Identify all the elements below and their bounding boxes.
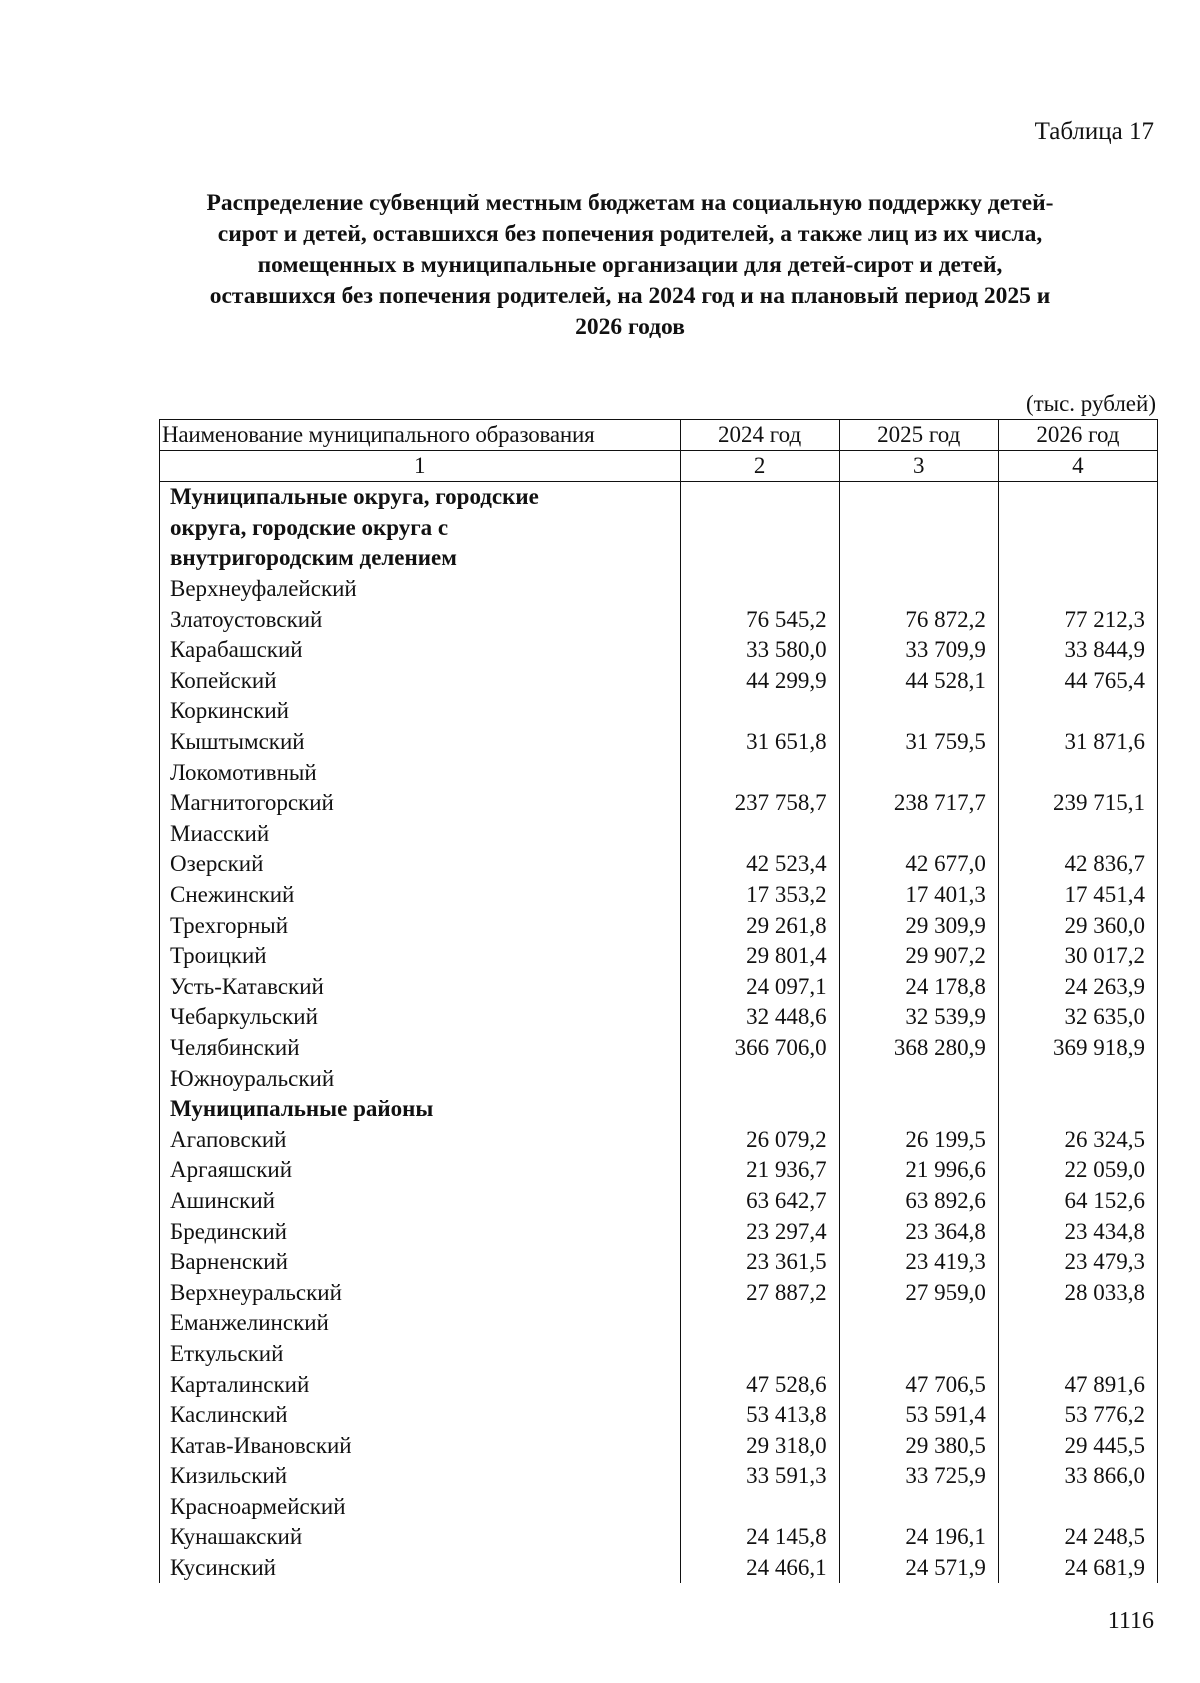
value-2025 <box>839 513 998 544</box>
value-2024: 27 887,2 <box>680 1277 839 1308</box>
column-number: 1 <box>160 451 681 482</box>
value-2025 <box>839 819 998 850</box>
value-2026: 23 479,3 <box>998 1247 1157 1278</box>
municipality-name: Снежинский <box>160 880 681 911</box>
value-2026: 28 033,8 <box>998 1277 1157 1308</box>
value-2026: 29 445,5 <box>998 1430 1157 1461</box>
table-body <box>160 482 1158 1584</box>
header-2026: 2026 год <box>998 420 1157 451</box>
table-row <box>160 788 1158 819</box>
value-2025: 31 759,5 <box>839 727 998 758</box>
value-2026 <box>998 1339 1157 1370</box>
value-2025: 76 872,2 <box>839 604 998 635</box>
value-2026: 32 635,0 <box>998 1002 1157 1033</box>
subventions-table <box>159 419 1158 1583</box>
municipality-name: Кыштымский <box>160 727 681 758</box>
table-row <box>160 849 1158 880</box>
section-heading: Муниципальные округа, городские <box>160 482 681 513</box>
table-label: Таблица 17 <box>1034 118 1154 145</box>
table-row <box>160 819 1158 850</box>
table-row <box>160 1553 1158 1584</box>
table-row <box>160 1522 1158 1553</box>
municipality-name: Трехгорный <box>160 910 681 941</box>
value-2024: 33 580,0 <box>680 635 839 666</box>
value-2024: 24 145,8 <box>680 1522 839 1553</box>
value-2025: 24 571,9 <box>839 1553 998 1584</box>
municipality-name: Кусинский <box>160 1553 681 1584</box>
municipality-name: Каслинский <box>160 1400 681 1431</box>
value-2024 <box>680 819 839 850</box>
table-row <box>160 1461 1158 1492</box>
title-line: 2026 годов <box>575 314 685 340</box>
municipality-name: Катав-Ивановский <box>160 1430 681 1461</box>
value-2025 <box>839 757 998 788</box>
section-row <box>160 482 1158 513</box>
value-2024 <box>680 1308 839 1339</box>
table-row <box>160 1124 1158 1155</box>
table-row <box>160 1308 1158 1339</box>
value-2025: 44 528,1 <box>839 666 998 697</box>
table-row <box>160 1155 1158 1186</box>
table-row <box>160 1216 1158 1247</box>
document-title <box>140 188 1120 343</box>
value-2024: 76 545,2 <box>680 604 839 635</box>
value-2026: 33 844,9 <box>998 635 1157 666</box>
value-2024 <box>680 543 839 574</box>
value-2026 <box>998 1063 1157 1094</box>
value-2024: 44 299,9 <box>680 666 839 697</box>
municipality-name: Коркинский <box>160 696 681 727</box>
column-number: 4 <box>998 451 1157 482</box>
header-2024: 2024 год <box>680 420 839 451</box>
value-2024 <box>680 1094 839 1125</box>
value-2024 <box>680 1492 839 1523</box>
municipality-name: Златоустовский <box>160 604 681 635</box>
municipality-name: Чебаркульский <box>160 1002 681 1033</box>
value-2024: 33 591,3 <box>680 1461 839 1492</box>
table-row <box>160 1033 1158 1064</box>
value-2025: 23 419,3 <box>839 1247 998 1278</box>
column-number: 3 <box>839 451 998 482</box>
value-2026: 29 360,0 <box>998 910 1157 941</box>
table-row <box>160 910 1158 941</box>
value-2026 <box>998 819 1157 850</box>
value-2025: 17 401,3 <box>839 880 998 911</box>
value-2026: 31 871,6 <box>998 727 1157 758</box>
value-2026 <box>998 482 1157 513</box>
value-2026: 22 059,0 <box>998 1155 1157 1186</box>
municipality-name: Миасский <box>160 819 681 850</box>
value-2026: 30 017,2 <box>998 941 1157 972</box>
value-2024 <box>680 1063 839 1094</box>
table-row <box>160 666 1158 697</box>
value-2025: 26 199,5 <box>839 1124 998 1155</box>
value-2026 <box>998 513 1157 544</box>
value-2025 <box>839 1339 998 1370</box>
table-row <box>160 1492 1158 1523</box>
value-2024: 29 318,0 <box>680 1430 839 1461</box>
table-row <box>160 972 1158 1003</box>
header-name: Наименование муниципального образования <box>160 420 681 451</box>
municipality-name: Усть-Катавский <box>160 972 681 1003</box>
section-heading: Муниципальные районы <box>160 1094 681 1125</box>
value-2025 <box>839 1063 998 1094</box>
value-2024 <box>680 1339 839 1370</box>
value-2026 <box>998 1094 1157 1125</box>
value-2025: 63 892,6 <box>839 1186 998 1217</box>
value-2026: 369 918,9 <box>998 1033 1157 1064</box>
value-2026 <box>998 757 1157 788</box>
value-2024: 26 079,2 <box>680 1124 839 1155</box>
table-row <box>160 727 1158 758</box>
municipality-name: Брединский <box>160 1216 681 1247</box>
table-row <box>160 1400 1158 1431</box>
value-2024 <box>680 696 839 727</box>
title-line: Распределение субвенций местным бюджетам на социальную поддержку детей- <box>206 190 1054 216</box>
value-2026: 77 212,3 <box>998 604 1157 635</box>
header-2025: 2025 год <box>839 420 998 451</box>
municipality-name: Южноуральский <box>160 1063 681 1094</box>
value-2025 <box>839 696 998 727</box>
value-2026: 47 891,6 <box>998 1369 1157 1400</box>
column-number: 2 <box>680 451 839 482</box>
municipality-name: Озерский <box>160 849 681 880</box>
section-heading: внутригородским делением <box>160 543 681 574</box>
section-row <box>160 543 1158 574</box>
value-2025: 42 677,0 <box>839 849 998 880</box>
value-2025: 23 364,8 <box>839 1216 998 1247</box>
value-2026 <box>998 574 1157 605</box>
municipality-name: Локомотивный <box>160 757 681 788</box>
value-2026: 24 248,5 <box>998 1522 1157 1553</box>
value-2025: 21 996,6 <box>839 1155 998 1186</box>
municipality-name: Карабашский <box>160 635 681 666</box>
value-2026 <box>998 1308 1157 1339</box>
municipality-name: Копейский <box>160 666 681 697</box>
municipality-name: Агаповский <box>160 1124 681 1155</box>
municipality-name: Магнитогорский <box>160 788 681 819</box>
value-2026 <box>998 543 1157 574</box>
value-2024: 63 642,7 <box>680 1186 839 1217</box>
value-2025: 238 717,7 <box>839 788 998 819</box>
value-2025 <box>839 482 998 513</box>
table-row <box>160 1247 1158 1278</box>
section-row <box>160 1094 1158 1125</box>
value-2026: 17 451,4 <box>998 880 1157 911</box>
municipality-name: Красноармейский <box>160 1492 681 1523</box>
table-row <box>160 1002 1158 1033</box>
page-number: 1116 <box>1107 1608 1154 1634</box>
table-row <box>160 1186 1158 1217</box>
table-row <box>160 604 1158 635</box>
title-line: помещенных в муниципальные организации для детей-сирот и детей, <box>257 252 1003 278</box>
table-row <box>160 757 1158 788</box>
value-2026 <box>998 696 1157 727</box>
table-row <box>160 880 1158 911</box>
value-2024 <box>680 513 839 544</box>
table-row <box>160 1339 1158 1370</box>
value-2024: 23 361,5 <box>680 1247 839 1278</box>
municipality-name: Верхнеуральский <box>160 1277 681 1308</box>
value-2025: 27 959,0 <box>839 1277 998 1308</box>
units-label: (тыс. рублей) <box>1025 391 1156 416</box>
header-row <box>160 420 1158 451</box>
value-2024 <box>680 574 839 605</box>
value-2026: 44 765,4 <box>998 666 1157 697</box>
value-2026: 24 263,9 <box>998 972 1157 1003</box>
value-2025: 368 280,9 <box>839 1033 998 1064</box>
table-row <box>160 574 1158 605</box>
value-2026: 23 434,8 <box>998 1216 1157 1247</box>
municipality-name: Троицкий <box>160 941 681 972</box>
value-2024 <box>680 757 839 788</box>
value-2024 <box>680 482 839 513</box>
value-2024: 31 651,8 <box>680 727 839 758</box>
municipality-name: Еткульский <box>160 1339 681 1370</box>
table-row <box>160 941 1158 972</box>
value-2024: 237 758,7 <box>680 788 839 819</box>
table-row <box>160 635 1158 666</box>
value-2024: 21 936,7 <box>680 1155 839 1186</box>
value-2025 <box>839 1308 998 1339</box>
value-2024: 32 448,6 <box>680 1002 839 1033</box>
value-2025: 29 907,2 <box>839 941 998 972</box>
value-2024: 42 523,4 <box>680 849 839 880</box>
value-2026 <box>998 1492 1157 1523</box>
value-2025: 47 706,5 <box>839 1369 998 1400</box>
section-row <box>160 513 1158 544</box>
title-line: оставшихся без попечения родителей, на 2024 год и на плановый период 2025 и <box>209 283 1051 309</box>
value-2025 <box>839 543 998 574</box>
value-2025 <box>839 1094 998 1125</box>
municipality-name: Верхнеуфалейский <box>160 574 681 605</box>
value-2025: 29 380,5 <box>839 1430 998 1461</box>
table-row <box>160 1369 1158 1400</box>
municipality-name: Ашинский <box>160 1186 681 1217</box>
section-heading: округа, городские округа с <box>160 513 681 544</box>
municipality-name: Челябинский <box>160 1033 681 1064</box>
value-2026: 64 152,6 <box>998 1186 1157 1217</box>
value-2024: 47 528,6 <box>680 1369 839 1400</box>
value-2026: 42 836,7 <box>998 849 1157 880</box>
value-2024: 24 466,1 <box>680 1553 839 1584</box>
table-row <box>160 1277 1158 1308</box>
value-2025: 24 196,1 <box>839 1522 998 1553</box>
value-2025: 53 591,4 <box>839 1400 998 1431</box>
municipality-name: Аргаяшский <box>160 1155 681 1186</box>
value-2024: 23 297,4 <box>680 1216 839 1247</box>
value-2025: 24 178,8 <box>839 972 998 1003</box>
value-2026: 239 715,1 <box>998 788 1157 819</box>
value-2024: 53 413,8 <box>680 1400 839 1431</box>
value-2024: 366 706,0 <box>680 1033 839 1064</box>
value-2026: 26 324,5 <box>998 1124 1157 1155</box>
value-2025 <box>839 574 998 605</box>
value-2024: 29 801,4 <box>680 941 839 972</box>
municipality-name: Карталинский <box>160 1369 681 1400</box>
table-row <box>160 696 1158 727</box>
value-2026: 24 681,9 <box>998 1553 1157 1584</box>
value-2024: 29 261,8 <box>680 910 839 941</box>
value-2024: 17 353,2 <box>680 880 839 911</box>
value-2025: 32 539,9 <box>839 1002 998 1033</box>
municipality-name: Еманжелинский <box>160 1308 681 1339</box>
title-line: сирот и детей, оставшихся без попечения родителей, а также лиц из их числа, <box>217 221 1043 247</box>
value-2025: 33 725,9 <box>839 1461 998 1492</box>
table-row <box>160 1430 1158 1461</box>
value-2025: 33 709,9 <box>839 635 998 666</box>
value-2026: 53 776,2 <box>998 1400 1157 1431</box>
municipality-name: Кунашакский <box>160 1522 681 1553</box>
value-2025 <box>839 1492 998 1523</box>
municipality-name: Варненский <box>160 1247 681 1278</box>
municipality-name: Кизильский <box>160 1461 681 1492</box>
value-2026: 33 866,0 <box>998 1461 1157 1492</box>
value-2024: 24 097,1 <box>680 972 839 1003</box>
table-row <box>160 1063 1158 1094</box>
column-number-row <box>160 451 1158 482</box>
value-2025: 29 309,9 <box>839 910 998 941</box>
